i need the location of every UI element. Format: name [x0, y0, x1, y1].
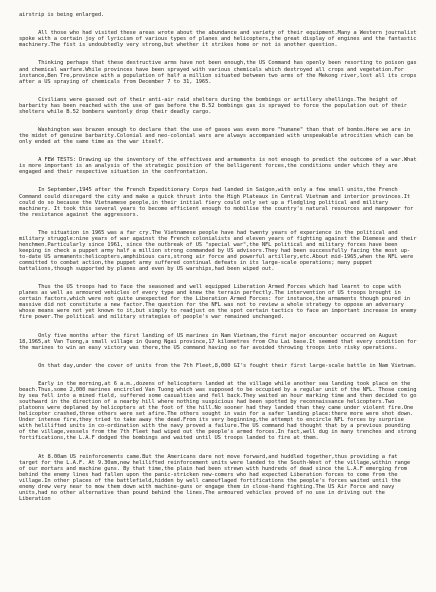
- document-body: [19, 0, 419, 514]
- paragraph: On that day,under the cover of units from the 7th Fleet,8,000 GI's fought their first large-scale battle in Nam Vietnam.: [38, 362, 417, 369]
- paragraph: Thus the US troops had to face the seasoned and well equipped Liberation Armed Forces which had learnt to cope with planes as well as armoured vehicles of every type and knew the terrain perfectly.The intervention of US troops brought in certain factors,which were not quite unexpected for the Liberation Armed Forces: for instance,the armaments though poured in massive did not constitute a new factor.The question for the NFL was not to review a whole strategy to oppose an adversary whose means were not yet known to it,but simply to readjust on the spot certain tactics to face an important increase in enemy fire power.The political and military strategies of people's war remained unchanged.: [19, 284, 420, 321]
- paragraph: A FEW TESTS: Drawing up the inventory of the effectives and armaments is not enough to predict the outcome of a war.What is more important is an analysis of the strategic position of the belligerent forces,the conditions under which they are engaged and their respective situation in the confrontation.: [19, 157, 420, 176]
- paragraph: Civilians were gassed out of their anti-air raid shelters during the bombings or artillery shellings.The height of barbarity has been reached with the use of gas before the B.52 bombings gas is sprayed to force the population out of their shelters while B.52 bombers wantonly drop their deadly cargo.: [19, 96, 411, 115]
- paragraph: Thinking perhaps that these destructive arms have not been enough,the US Command has openly been resorting to poison gas and chemical warfare.While provinces have been sprayed with various chemicals which destroyed all crops and vegetation.For instance,Ben Tre,province with a population of half a million situated between two arms of the Mekong river,lost all its crops after a US spraying of chemicals from December 7 to 31, 1965.: [19, 60, 420, 85]
- paragraph: At 8.00am US reinforcements came.But the Americans dare not move forward,and huddled together,thus providing a fat target for the L.A.F. At 9.30am,new helilifted reinforcement units were landed to the South-West of the village,within range of our mortars and machine guns. By that time,the plain had been strewn with hundreds of dead since the L.A.F emerging from behind the enemy lines had fallen upon the panic-stricken new-comers who had expected Liberation forces to come from the village.In other places of the battlefield,hidden by well camouflaged fortifications the people's forces waited until the enemy drew very near to mow them down with machine-guns or engage them in close-hand fighting.The US Air Force and navy units,had no other alternative than pound behind the lines.The armoured vehicles proved of no use in driving out the Liberation: [19, 453, 414, 502]
- paragraph: Washington was brazen enough to declare that the use of gases was even more "humane" than that of bombs.Here we are in the midst of genuine barbarity.Colonial and neo-colonial wars are always accompanied with unspeakable atrocities which can be only ended at the same time as the war itself.: [19, 126, 417, 146]
- paragraph: The situation in 1965 was a far cry.The Vietnamese people have had twenty years of experience in the political and military struggle:nine years of war against the French colonialists and eleven years of fighting against the Diemese and their henchmen.Particularly since 1961, since the outbreak of US "special war",the NFL political and military forces have been keeping in check a puppet army half a million strong commanded by US advisors.They had been successfully facing the most up-to-date US armaments:helicopters,amphibious cars,strong air force and powerful artillery,etc.About mid-1965,when the NFL were committed to combat action,the puppet army suffered continual defeats in its large-scale operations; many puppet battalions,though supported by planes and even by US warships,had been wiped out.: [19, 229, 420, 273]
- paragraph: In September,1945 after the French Expeditionary Corps had landed in Saigon,with only a few small units,the French Command could disregard the city and make a quick thrust into the High Plateaux in Central Vietnam and interior provinces.It could do so because the Vietnamese people,in their initial fiery could only set up a fledgling political and military machinery. It took this several years to become efficient enough to mobilise the country's natural resources and manpower for the resistance against the aggressors.: [19, 187, 417, 218]
- paragraph: Early in the morning,at 6 a.m.,dozens of helicopters landed at the village while another sea landing took place on the beach.Thus,some 2,000 marines encircled Van Tuong which was supposed to be occupied by a regular unit of the NFL. Those coming by sea fell into a mined field, suffered some casualties and fell back.They waited an hour marking time and then decided to go southward in the direction of a nearby hill where nothing suspicious had been spotted by reconnaissance helicopters.Two platoons were deplaned by helicopters at the foot of the hill.No sooner had they landed than they came under violent fire.One helicopter crashed,three others were set afire.The others sought in vain for a safer landing place:there more were shot down. Under intense fire,they tried to take away the dead.From its very beginning,the attempt to encircle NFL forces by surprise with helilifted units in co-ordination with the navy proved a failure.The US command had thought that by a previous pounding of the village,vessels from the 7th Fleet had wiped out the people's armed forces.In fact,well dug in many trenches and strong fortifications,the L.A.F dodged the bombings and waited until US troops landed to fire at them.: [19, 380, 420, 442]
- paragraph: All those who had visited these areas wrote about the abundance and variety of their equipment.Many a Western journalist spoke with a certain joy of lyricism of various types of planes and helicopters,the great display of engines and the fantastic machinery.The fist is undoubtedly very strong,but whether it strikes home or not is another question.: [19, 30, 420, 49]
- top-fragment: airstrip is being enlarged.: [19, 12, 105, 19]
- paragraph: Only five months after the first landing of US marines in Nam Vietnam,the first major encounter occurred on August 18,1965,at Van Tuong,a small village in Quang Ngai province,17 kilometres from Chu Lai base.It seemed that every condition for the marines to win an easy victory was there,the US command having so far avoided throwing troops into risky operations.: [19, 332, 420, 351]
